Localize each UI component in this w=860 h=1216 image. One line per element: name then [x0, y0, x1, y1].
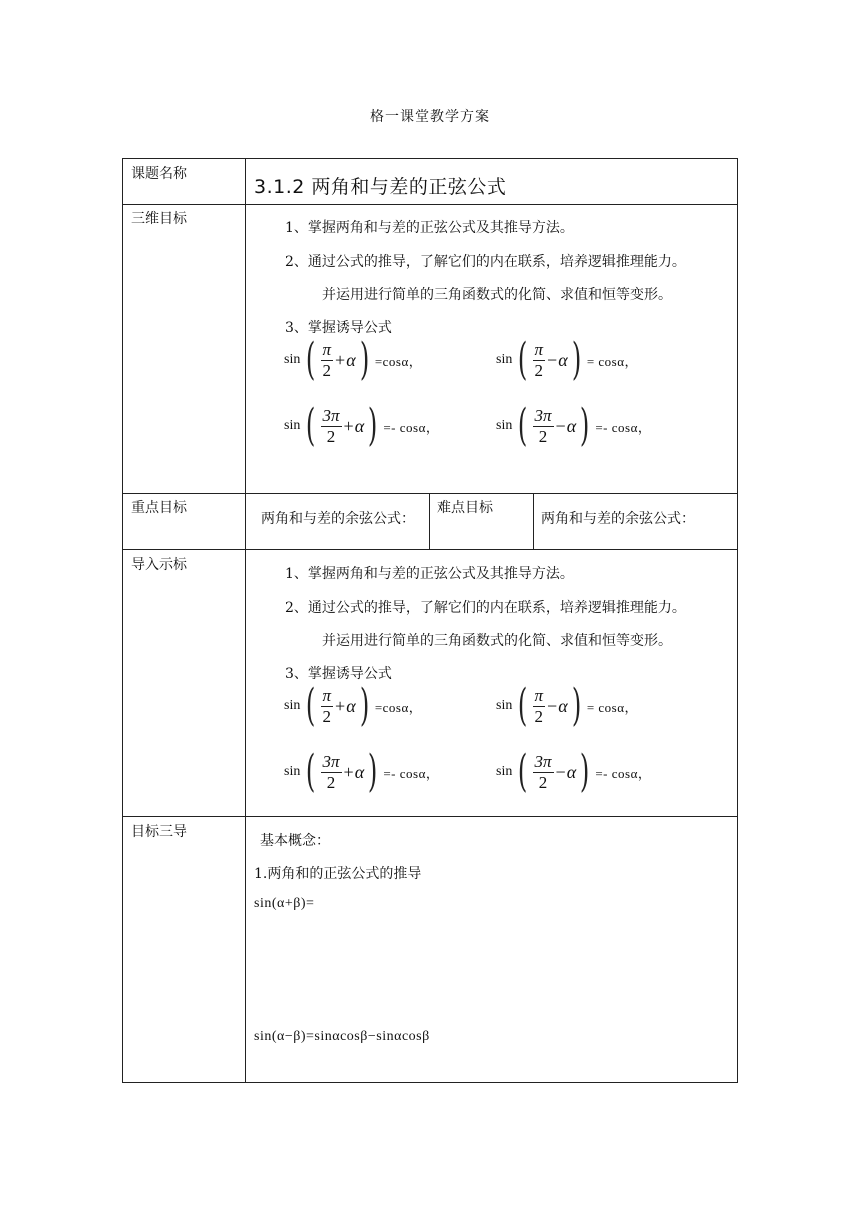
formula-rhs: =- cosα， — [595, 765, 652, 781]
goal-item-2: 2、通过公式的推导，了解它们的内在联系，培养逻辑推理能力。 — [285, 254, 686, 270]
formula-sin-pi2-minus — [496, 334, 639, 385]
denominator: 2 — [326, 426, 336, 446]
sin-label: sin — [496, 698, 513, 713]
goal-item-3: 3、掌握诱导公式 — [285, 320, 392, 336]
minus-sign: − — [547, 349, 558, 370]
left-paren: ( — [518, 400, 528, 451]
intro-item-2-cont: 并运用进行简单的三角函数式的化简、求值和恒等变形。 — [322, 633, 672, 649]
formula-sin-pi2-plus — [284, 334, 423, 385]
alpha-symbol: α — [566, 761, 577, 782]
numerator: π — [322, 339, 332, 359]
fraction — [533, 686, 546, 727]
intro-item-1: 1、掌握两角和与差的正弦公式及其推导方法。 — [285, 566, 574, 582]
left-paren: ( — [518, 334, 528, 385]
formula-rhs: =- cosα， — [383, 765, 440, 781]
denominator: 2 — [322, 360, 332, 380]
left-paren: ( — [306, 400, 316, 451]
difference-formula: sin(α−β)=sinαcosβ−sinαcosβ — [254, 1029, 430, 1044]
formula-rhs: =- cosα， — [595, 419, 652, 435]
alpha-symbol: α — [354, 761, 365, 782]
numerator: π — [322, 685, 332, 705]
right-paren: ) — [368, 746, 378, 797]
row-divider-4 — [122, 816, 738, 817]
right-paren: ) — [571, 334, 581, 385]
plus-sign: + — [343, 761, 354, 782]
table-border-bottom — [122, 1082, 738, 1083]
sin-label: sin — [284, 698, 301, 713]
table-border-left — [122, 158, 123, 1083]
right-paren: ) — [359, 334, 369, 385]
formula-rhs: = cosα， — [586, 699, 639, 715]
left-paren: ( — [306, 746, 316, 797]
table-border-top — [122, 158, 738, 159]
formula-sin-3pi2-minus — [496, 746, 652, 797]
fraction — [321, 340, 334, 381]
key-label: 重点目标 — [131, 500, 187, 516]
alpha-symbol: α — [346, 349, 356, 370]
right-paren: ) — [359, 680, 369, 731]
table-border-right — [737, 158, 738, 1083]
topic-label: 课题名称 — [131, 166, 187, 182]
numerator: π — [534, 685, 544, 705]
alpha-symbol: α — [558, 695, 568, 716]
alpha-symbol: α — [354, 415, 365, 436]
goal-item-2-cont: 并运用进行简单的三角函数式的化简、求值和恒等变形。 — [322, 287, 672, 303]
derivation-heading: 1.两角和的正弦公式的推导 — [254, 866, 422, 882]
sin-label: sin — [284, 352, 301, 367]
sin-label: sin — [496, 418, 513, 433]
difficult-text: 两角和与差的余弦公式： — [541, 511, 695, 527]
denominator: 2 — [326, 772, 336, 792]
fraction — [321, 406, 342, 447]
denominator: 2 — [534, 360, 544, 380]
formula-sin-pi2-plus — [284, 680, 423, 731]
lesson-title: 3.1.2 两角和与差的正弦公式 — [254, 176, 507, 198]
sin-label: sin — [284, 418, 301, 433]
label-column-divider — [245, 158, 246, 1083]
minus-sign: − — [555, 761, 566, 782]
plus-sign: + — [335, 695, 346, 716]
alpha-symbol: α — [346, 695, 356, 716]
right-paren: ) — [571, 680, 581, 731]
right-paren: ) — [580, 746, 590, 797]
fraction — [321, 752, 342, 793]
minus-sign: − — [555, 415, 566, 436]
formula-rhs: =- cosα， — [383, 419, 440, 435]
difficult-label: 难点目标 — [437, 500, 493, 516]
formula-sin-3pi2-minus — [496, 400, 652, 451]
denominator: 2 — [322, 706, 332, 726]
numerator: 3π — [534, 751, 552, 771]
alpha-symbol: α — [558, 349, 568, 370]
left-paren: ( — [306, 680, 316, 731]
basic-concept: 基本概念： — [260, 833, 330, 849]
sin-label: sin — [496, 352, 513, 367]
numerator: 3π — [322, 405, 340, 425]
fraction — [533, 340, 546, 381]
sum-formula: sin(α+β)= — [254, 896, 315, 911]
left-paren: ( — [518, 746, 528, 797]
right-paren: ) — [368, 400, 378, 451]
key-row-divider-b — [533, 493, 534, 549]
denominator: 2 — [538, 772, 548, 792]
key-text: 两角和与差的余弦公式： — [261, 511, 415, 527]
goals-label: 三维目标 — [131, 211, 187, 227]
denominator: 2 — [538, 426, 548, 446]
intro-label: 导入示标 — [131, 557, 187, 573]
denominator: 2 — [534, 706, 544, 726]
sin-label: sin — [284, 764, 301, 779]
intro-item-2: 2、通过公式的推导，了解它们的内在联系，培养逻辑推理能力。 — [285, 600, 686, 616]
fraction — [533, 406, 554, 447]
left-paren: ( — [306, 334, 316, 385]
formula-sin-pi2-minus — [496, 680, 639, 731]
row-divider-2 — [122, 493, 738, 494]
numerator: 3π — [534, 405, 552, 425]
formula-rhs: =cosα， — [374, 353, 423, 369]
fraction — [321, 686, 334, 727]
left-paren: ( — [518, 680, 528, 731]
formula-sin-3pi2-plus — [284, 746, 440, 797]
sin-label: sin — [496, 764, 513, 779]
formula-sin-3pi2-plus — [284, 400, 440, 451]
alpha-symbol: α — [566, 415, 577, 436]
formula-rhs: =cosα， — [374, 699, 423, 715]
plus-sign: + — [343, 415, 354, 436]
minus-sign: − — [547, 695, 558, 716]
key-row-divider-a — [429, 493, 430, 549]
numerator: π — [534, 339, 544, 359]
fraction — [533, 752, 554, 793]
goal-item-1: 1、掌握两角和与差的正弦公式及其推导方法。 — [285, 220, 574, 236]
three-guide-label: 目标三导 — [131, 824, 187, 840]
plus-sign: + — [335, 349, 346, 370]
page-title: 格一课堂教学方案 — [370, 109, 490, 125]
row-divider-1 — [122, 204, 738, 205]
numerator: 3π — [322, 751, 340, 771]
formula-rhs: = cosα， — [586, 353, 639, 369]
row-divider-3 — [122, 549, 738, 550]
right-paren: ) — [580, 400, 590, 451]
intro-item-3: 3、掌握诱导公式 — [285, 666, 392, 682]
